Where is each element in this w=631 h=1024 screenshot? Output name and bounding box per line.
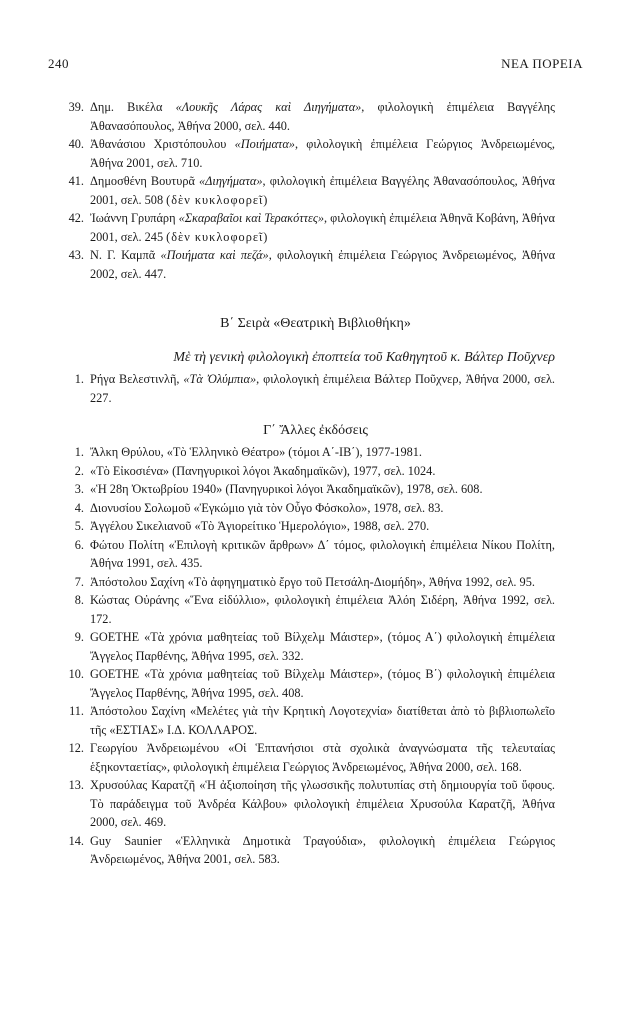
list-item: [0, 499, 631, 518]
journal-title: ΝΕΑ ΠΟΡΕΙΑ: [501, 56, 583, 71]
list-item: [0, 517, 631, 536]
entry-text: Ἄλκη Θρύλου, «Τὸ Ἑλληνικὸ Θέατρο» (τόμοι Α΄-ΙΒ΄), 1977-1981.: [90, 445, 422, 459]
list-item: [0, 246, 631, 283]
page-number: 240: [48, 56, 69, 71]
entry-text: Ἀπόστολου Σαχίνη «Μελέτες γιὰ τὴν Κρητικὴ Λογοτεχνία» διατίθεται ἀπὸ τὸ βιβλιοπωλεῖο τῆς «ΕΣΤΙΑΣ» Ι.Δ. ΚΟΛΛΑΡΟΣ.: [90, 704, 555, 737]
series-b-heading: Β΄ Σειρὰ «Θεατρικὴ Βιβλιοθήκη»: [220, 316, 411, 331]
entry-number: 1.: [74, 445, 84, 459]
list-item: [0, 702, 631, 739]
list-item: [0, 209, 631, 246]
entry-number: 7.: [74, 574, 84, 589]
entry-number: 1.: [74, 372, 84, 386]
entry-author: Ἀθανάσιου Χριστόπουλου: [90, 137, 235, 151]
list-item: [0, 573, 631, 592]
entry-number: 5.: [74, 519, 84, 533]
entry-title: «Ποιήματα»: [234, 137, 295, 151]
series-b-list: [0, 370, 631, 407]
entry-text: «Ἡ 28η Ὀκτωβρίου 1940» (Πανηγυρικοὶ λόγοι Ἀκαδημαϊκῶν), 1978, σελ. 608.: [90, 482, 483, 496]
entry-details: , φιλολογικὴ ἐπιμέλεια Βαγγέλης Ἀθανασόπουλος, Ἀθήνα 2001, σελ. 508: [90, 174, 555, 207]
series-a-list: [0, 98, 631, 283]
list-item: [0, 832, 631, 869]
list-item: [0, 462, 631, 481]
list-item: [0, 628, 631, 665]
entry-details: , φιλολογικὴ ἐπιμέλεια Βάλτερ Ποῦχνερ, Ἀθήνα 2000, σελ. 227.: [90, 372, 555, 405]
entry-author: Ρήγα Βελεστινλῆ,: [90, 372, 184, 386]
list-item: [0, 443, 631, 462]
entry-text: Γεωργίου Ἀνδρειωμένου «Οἱ Ἑπτανήσιοι στὰ σχολικὰ ἀναγνώσματα τῆς τελευταίας ἑξηκονταετίας», φιλολογικὴ ἐπιμέλεια Γεώργιος Ἀνδρειωμένος, Ἀθήνα 2000, σελ. 168.: [90, 741, 555, 774]
entry-number: 3.: [74, 482, 84, 496]
entry-author: Ἰωάννη Γρυπάρη: [90, 211, 179, 225]
entry-note: (δὲν κυκλοφορεῖ): [166, 192, 269, 207]
entry-number: 12.: [68, 741, 84, 755]
entry-number: 10.: [68, 667, 84, 681]
entry-number: 9.: [74, 630, 84, 644]
entry-number: 11.: [69, 704, 84, 718]
list-item: [0, 370, 631, 407]
entry-text: Κώστας Οὐράνης «Ἕνα εἰδύλλιο», φιλολογικὴ ἐπιμέλεια Ἀλόη Σιδέρη, Ἀθήνα 1992, σελ. 172.: [90, 593, 555, 626]
list-item: [0, 739, 631, 776]
list-item: [0, 776, 631, 832]
series-b-subheading: Μὲ τὴ γενικὴ φιλολογικὴ ἐποπτεία τοῦ Καθηγητοῦ κ. Βάλτερ Ποῦχνερ: [173, 350, 555, 365]
entry-text: Ἀγγέλου Σικελιανοῦ «Τὸ Ἁγιορείτικο Ἡμερολόγιο», 1988, σελ. 270.: [90, 519, 430, 533]
entry-details: , φιλολογικὴ ἐπιμέλεια Βαγγέλης Ἀθανασόπουλος, Ἀθήνα 2000, σελ. 440.: [90, 100, 555, 133]
series-c-heading: Γ΄ Ἄλλες ἐκδόσεις: [263, 423, 368, 438]
entry-title: «Τὰ Ὀλύμπια»: [183, 372, 257, 386]
entry-number: 43.: [68, 248, 84, 262]
entry-number: 13.: [68, 778, 84, 792]
list-item: [0, 172, 631, 209]
entry-note: (δὲν κυκλοφορεῖ): [166, 229, 269, 244]
entry-title: «Σκαραβαῖοι καὶ Τερακόττες»: [178, 211, 324, 225]
entry-number: 8.: [74, 593, 84, 607]
entry-text: Φώτου Πολίτη «Ἐπιλογὴ κριτικῶν ἄρθρων» Δ΄ τόμος, φιλολογικὴ ἐπιμέλεια Νίκου Πολίτη, Ἀθήνα 1991, σελ. 435.: [90, 537, 555, 570]
entry-author: Δημοσθένη Βουτυρᾶ: [90, 174, 200, 188]
entry-title: «Λουκῆς Λάρας καὶ Διηγήματα»: [175, 100, 362, 114]
list-item: [0, 98, 631, 135]
entry-title: «Ποιήματα καὶ πεζά»: [160, 248, 269, 262]
entry-number: 4.: [74, 500, 84, 515]
entry-author: Δημ. Βικέλα: [90, 100, 176, 114]
list-item: [0, 536, 631, 573]
entry-details: , φιλολογικὴ ἐπιμέλεια Γεώργιος Ἀνδρειωμένος, Ἀθήνα 2002, σελ. 447.: [90, 248, 556, 281]
entry-author: Ν. Γ. Καμπᾶ: [90, 248, 161, 262]
entry-number: 42.: [68, 211, 84, 225]
entry-number: 14.: [68, 833, 84, 848]
list-item: [0, 665, 631, 702]
running-head: [48, 56, 583, 72]
entry-text: Guy Saunier «Ἑλληνικὰ Δημοτικὰ Τραγούδια», φιλολογικὴ ἐπιμέλεια Γεώργιος Ἀνδρειωμένος, Ἀθήνα 2001, σελ. 583.: [90, 833, 555, 866]
series-c-list: [0, 443, 631, 869]
entry-number: 40.: [68, 137, 84, 151]
entry-title: «Διηγήματα»: [199, 174, 263, 188]
entry-text: Διονυσίου Σολωμοῦ «Ἐγκώμιο γιὰ τὸν Οὖγο Φόσκολο», 1978, σελ. 83.: [90, 500, 444, 515]
entry-text: «Τὸ Εἰκοσιένα» (Πανηγυρικοὶ λόγοι Ἀκαδημαϊκῶν), 1977, σελ. 1024.: [90, 463, 436, 478]
list-item: [0, 591, 631, 628]
entry-details: , φιλολογικὴ ἐπιμέλεια Γεώργιος Ἀνδρειωμένος, Ἀθήνα 2001, σελ. 710.: [90, 137, 555, 170]
list-item: [0, 135, 631, 172]
entry-text: Χρυσούλας Καρατζῆ «Ἡ ἀξιοποίηση τῆς γλωσσικῆς πολυτυπίας στὴ δημιουργία τοῦ ὕφους. Τὸ παράδειγμα τοῦ Ἀνδρέα Κάλβου» φιλολογικὴ ἐπιμέλεια Χρυσούλα Καρατζῆ, Ἀθήνα 2000, σελ. 469.: [90, 778, 555, 829]
entry-number: 6.: [74, 537, 84, 552]
entry-number: 41.: [68, 174, 84, 188]
entry-details: , φιλολογικὴ ἐπιμέλεια Ἀθηνᾶ Κοβάνη, Ἀθήνα 2001, σελ. 245: [90, 211, 555, 244]
list-item: [0, 480, 631, 499]
entry-text: Ἀπόστολου Σαχίνη «Τὸ ἀφηγηματικὸ ἔργο τοῦ Πετσάλη-Διομήδη», Ἀθήνα 1992, σελ. 95.: [90, 574, 535, 589]
entry-number: 2.: [74, 463, 84, 478]
entry-text: GOETHE «Τὰ χρόνια μαθητείας τοῦ Βίλχελμ Μάιστερ», (τόμος Β΄) φιλολογικὴ ἐπιμέλεια Ἄγγελος Παρθένης, Ἀθήνα 1995, σελ. 408.: [90, 667, 555, 700]
entry-text: GOETHE «Τὰ χρόνια μαθητείας τοῦ Βίλχελμ Μάιστερ», (τόμος Α΄) φιλολογικὴ ἐπιμέλεια Ἄγγελος Παρθένης, Ἀθήνα 1995, σελ. 332.: [90, 630, 555, 663]
entry-number: 39.: [68, 100, 84, 114]
